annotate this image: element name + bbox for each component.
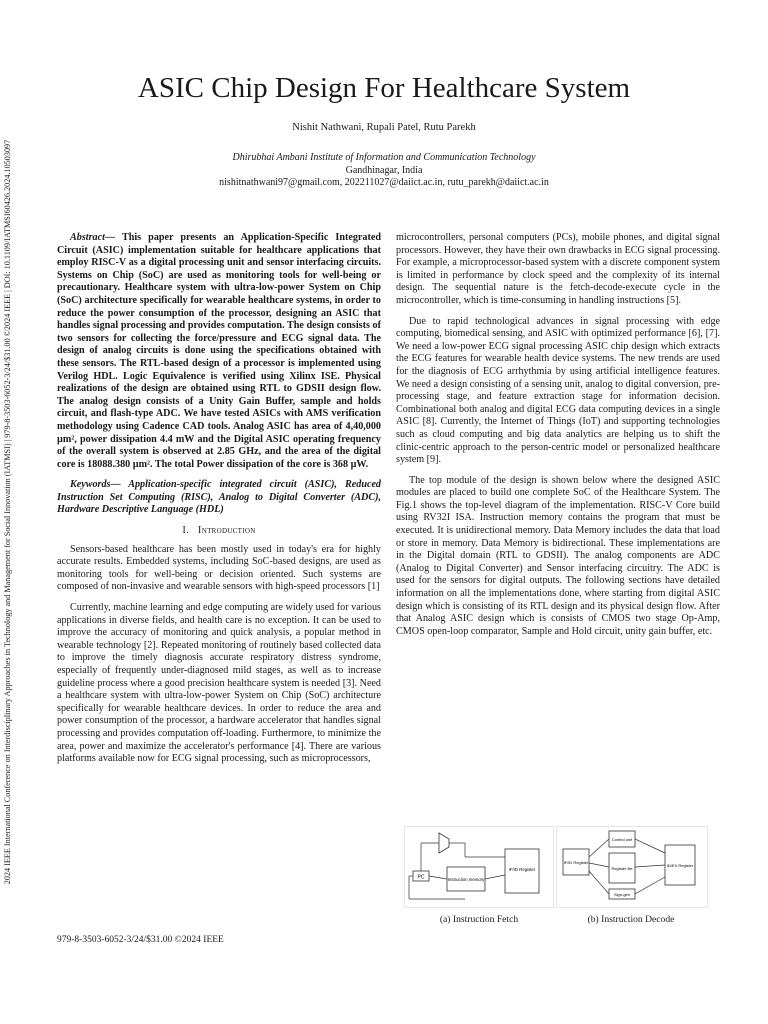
keywords: [57, 479, 381, 517]
institution: Dhirubhai Ambani Institute of Information and Communication Technology: [232, 152, 536, 163]
section-number: I.: [182, 525, 190, 537]
paragraph: Currently, machine learning and edge computing are widely used for various applications in diverse fields, and health care is no exception. It can be used to improve the accuracy of monitoring and quick analysis, a popular method in wearable technology [2]. Repeated monitoring of routinely based collected data to improve the timely diagnosis accurate respiratory distress syndrome, especially of frequently under-diagnosed mild stages, as well as to increase guideline process where a good precision healthcare system is needed [3]. Need a healthcare system with ultra-low-power System on Chip (SoC) architecture specifically for wearable healthcare devices. In order to reduce the area and power consumption of the processor, a hardware accelerator that handles signal processing and provides computation off-loading. Furthermore, to minimize the area, power and maximize the accelerator's performance [4]. There are various platforms available now for ECG signal processing, such as microprocessors,: [57, 602, 381, 765]
abstract-label: Abstract—: [70, 232, 116, 243]
figure-1: [396, 826, 720, 936]
register-file-label: Register file: [611, 866, 633, 871]
ifid-register-label: IF/ID Register: [563, 860, 589, 865]
instruction-decode-diagram: [557, 827, 707, 907]
section-heading: [57, 525, 381, 538]
instruction-fetch-diagram: [405, 827, 553, 907]
paragraph: Sensors-based healthcare has been mostly used in today's era for highly accurate results. Embedded systems, including SoC-based designs, are used as monitoring tools for well-being or decision oriented. Such systems are composed of non-invasive and wearable sensors with high-speed processors [1]: [57, 543, 381, 593]
author-list: Nishit Nathwani, Rupali Patel, Rutu Parekh: [292, 122, 476, 133]
location: Gandhinagar, India: [345, 164, 423, 176]
caption-instruction-fetch: (a) Instruction Fetch: [439, 914, 519, 925]
caption-instruction-decode: (b) Instruction Decode: [587, 914, 675, 925]
emails: nishitnathwani97@gmail.com, 202211027@daiict.ac.in, rutu_parekh@daiict.ac.in: [219, 177, 549, 188]
affiliation: [60, 152, 708, 190]
instruction-memory-label: Instruction memory: [447, 877, 485, 882]
keywords-label: Keywords—: [70, 479, 121, 491]
paragraph: The top module of the design is shown below where the designed ASIC modules are placed to build one complete SoC of the Healthcare System. The Fig.1 shows the top-level diagram of the implementation. RISC-V Core build using RV32I ISA. Instruction memory contains the program that must be executed. It is unidirectional memory. Data Memory includes the data that load or store in memory. Data Memory is bidirectional. These implementations are in the Digital domain (RTL to GDSII). The analog components are ADC (Analog to Digital Converter) and Sensor interfacing circuitry. The ADC is used for the sensors for digital outputs. The following sections have detailed information on all the implementations done, where starting from digital ASIC design which is consisting of its RTL design and its physical design flow. After that Analog ASIC design which is consists of CMOS two stage Op-Amp, CMOS open-loop comparator, Sample and Hold circuit, unity gain buffer, etc.: [396, 474, 720, 637]
figure-instruction-fetch: [404, 826, 554, 908]
sign-gen-label: Sign-gen: [613, 892, 631, 897]
copyright-footer: 979-8-3503-6052-3/24/$31.00 ©2024 IEEE: [57, 935, 224, 945]
paragraph: microcontrollers, personal computers (PCs), mobile phones, and digital signal processors. However, they have their own drawbacks in ECG signal processing. For example, a microprocessor-based system with a discrete component system is limited in performance by clock speed and the complexity of its internal design. The sequential nature is the fetch-decode-execute cycle in the microcontroller, which is time-consuming in handling instructions [5].: [396, 232, 720, 306]
pc-label: PC: [417, 874, 425, 881]
side-identifier: 2024 IEEE International Conference on Interdisciplinary Approaches in Technology and Management for Social Innovation (IATMSI) | 979-8-3503-6052-3/24/$31.00 ©2024 IEEE | DOI: 10.1109/IATMSI60426.2024.10503097: [3, 139, 12, 885]
section-title: Introduction: [197, 525, 256, 537]
figure-instruction-decode: [556, 826, 708, 908]
abstract-text: This paper presents an Application-Specific Integrated Circuit (ASIC) implementation suitable for healthcare applications that employ RISC-V as a digital processing unit and sensor interfacing circuits. Systems on Chip (SoC) are used as monitoring tools for well-being or precautionary. Healthcare system with ultra-low-power System on Chip (SoC) architecture specifically for wearable healthcare systems, in order to reduce the power consumption of the processor, designing an ASIC that handles signal processing and provides computation. The design consists of two sensors for collecting the force/pressure and ECG signal data. The design of analog circuits is done using the specifications obtained with these sensors. The RTL-based design of a processor is implemented using Verilog HDL. Logic Equivalence is verified using Xilinx ISE. Physical realizations of the design are obtained using RTL to GDSII design flow. The analog design consists of a Unity Gain Buffer, sample and holds circuit, and flash-type ADC. We have tested ASICs with AMS verification methodology using Cadence CAD tools. Analog ASIC has area of 4,40,000 µm², power dissipation 4.4 mW and the Digital ASIC operating frequency of the overall system is observed at 2.85 GHz, and the area of the digital core is 18088.380 µm². The total Power dissipation of the core is 368 µW.: [57, 232, 381, 470]
abstract: [57, 232, 381, 471]
ifid-register-label: IF/ID Register: [508, 867, 536, 872]
control-unit-label: Control unit: [611, 837, 633, 842]
keywords-text: Application-specific integrated circuit (ASIC), Reduced Instruction Set Computing (RISC), Analog to Digital Converter (ADC), Hardware Descriptive Language (HDL): [57, 479, 381, 516]
paper-title: ASIC Chip Design For Healthcare System: [137, 72, 631, 104]
idex-register-label: ID/EX Register: [666, 863, 694, 868]
paragraph: Due to rapid technological advances in signal processing with edge computing, biomedical sensing, and ASIC with optimized performance [6], [7]. We need a low-power ECG signal processing ASIC chip design which extracts the ECG features for wearable health device systems. The new trends are used for the diagnosis of ECG arrhythmia by using artificial intelligence features. We need a design consisting of a sensing unit, analog to digital conversion, pre-processing stage, and feature extraction stage for information decision. Combinational both analog and digital ECG data computing devices in a single ASIC [8]. Currently, the Internet of Things (IoT) and supporting technologies such as cloud computing and big data analytics are helping us to shift the clinic-centric approach to the person-centric model or personalized healthcare system [9].: [396, 315, 720, 466]
right-column: [396, 232, 720, 646]
left-column: [57, 232, 381, 774]
